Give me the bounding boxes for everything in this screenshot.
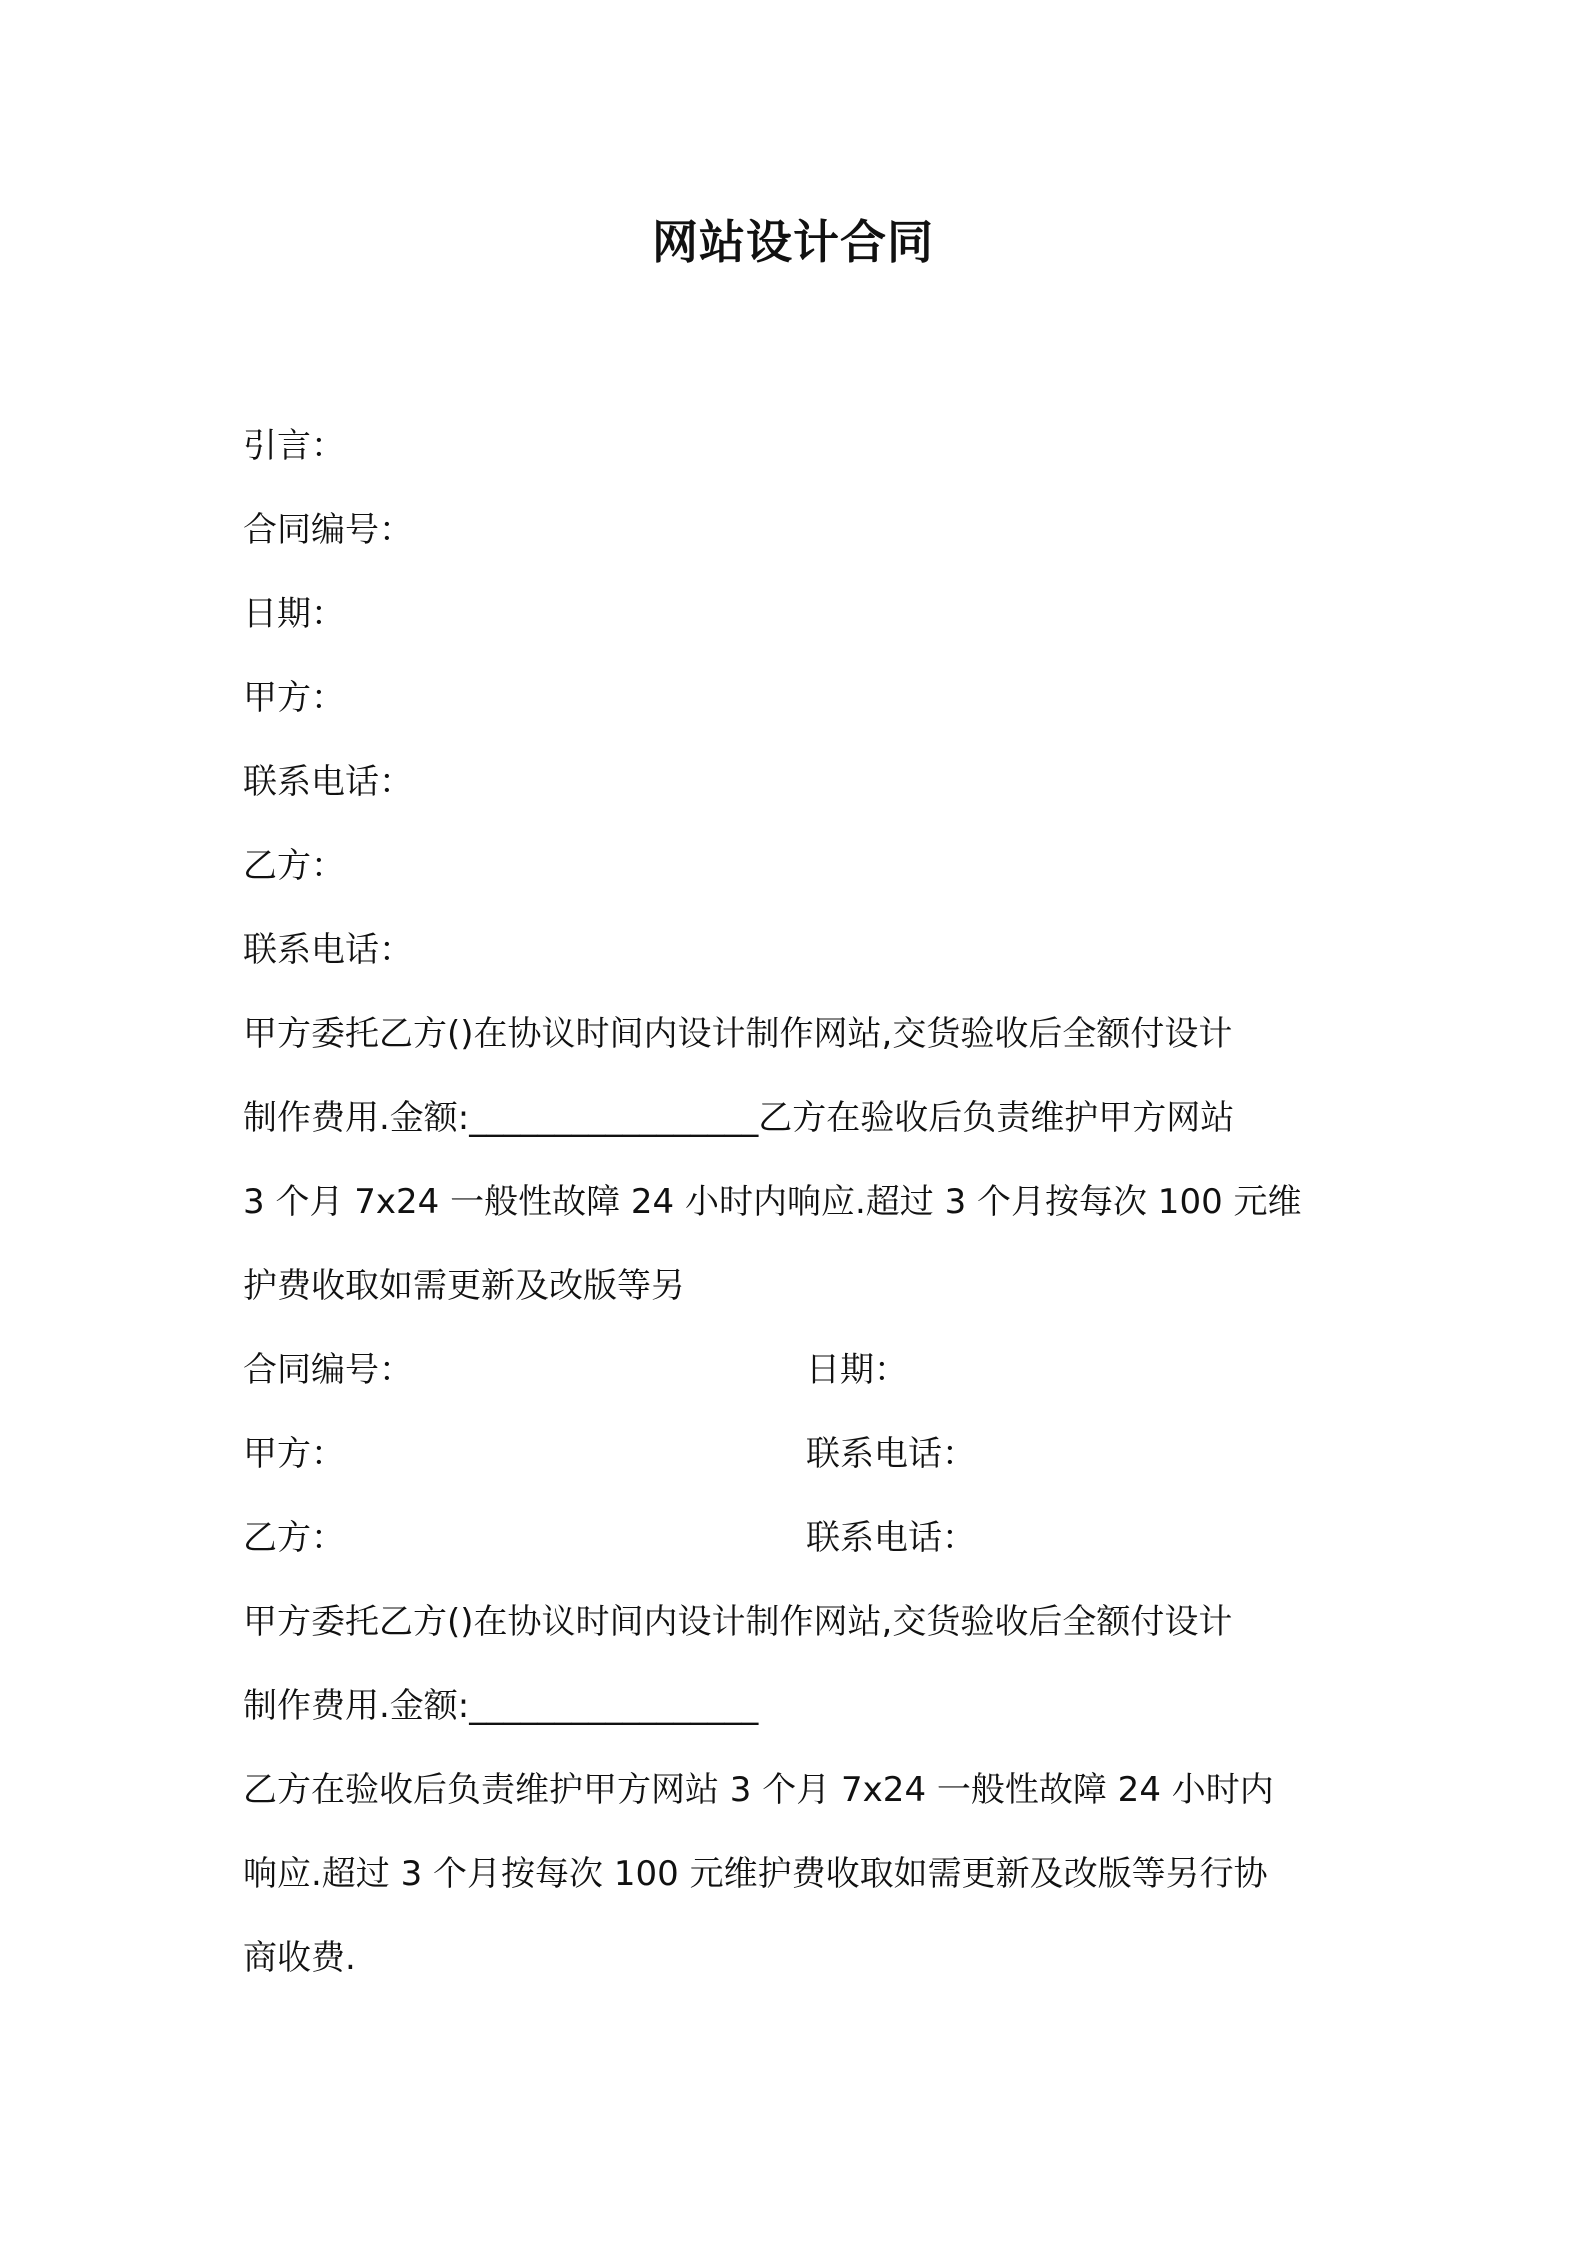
party-a-phone-label: 联系电话： bbox=[243, 762, 413, 802]
contract-number-label: 合同编号： bbox=[243, 510, 413, 550]
contract-paragraph-line: 商收费. bbox=[243, 1938, 356, 1978]
document-title: 网站设计合同 bbox=[652, 215, 934, 269]
party-b-phone-label: 联系电话： bbox=[806, 1518, 976, 1558]
contract-paragraph-line: 乙方在验收后负责维护甲方网站 3 个月 7x24 一般性故障 24 小时内 bbox=[243, 1770, 1274, 1810]
contract-paragraph-line: 护费收取如需更新及改版等另 bbox=[243, 1266, 685, 1306]
date-label: 日期： bbox=[806, 1350, 908, 1390]
party-b-row bbox=[243, 1496, 1363, 1580]
contract-paragraph-line: 甲方委托乙方()在协议时间内设计制作网站,交货验收后全额付设计 bbox=[243, 1602, 1233, 1642]
intro-label: 引言： bbox=[243, 426, 345, 466]
contract-paragraph-line: 3 个月 7x24 一般性故障 24 小时内响应.超过 3 个月按每次 100 元维 bbox=[243, 1182, 1302, 1222]
party-b-phone-label: 联系电话： bbox=[243, 930, 413, 970]
contract-paragraph-line: 甲方委托乙方()在协议时间内设计制作网站,交货验收后全额付设计 bbox=[243, 1014, 1233, 1054]
contract-paragraph-line: 响应.超过 3 个月按每次 100 元维护费收取如需更新及改版等另行协 bbox=[243, 1854, 1268, 1894]
party-b-label: 乙方： bbox=[243, 846, 345, 886]
contract-number-label: 合同编号： bbox=[243, 1350, 413, 1390]
contract-paragraph-line: 制作费用.金额:_________________乙方在验收后负责维护甲方网站 bbox=[243, 1098, 1235, 1138]
party-a-label: 甲方： bbox=[243, 1434, 345, 1474]
contract-info-row bbox=[243, 1328, 1363, 1412]
date-label: 日期： bbox=[243, 594, 345, 634]
document-body bbox=[243, 404, 1363, 2000]
party-b-label: 乙方： bbox=[243, 1518, 345, 1558]
party-a-label: 甲方： bbox=[243, 678, 345, 718]
party-a-phone-label: 联系电话： bbox=[806, 1434, 976, 1474]
contract-paragraph-line: 制作费用.金额:_________________ bbox=[243, 1686, 759, 1726]
party-a-row bbox=[243, 1412, 1363, 1496]
